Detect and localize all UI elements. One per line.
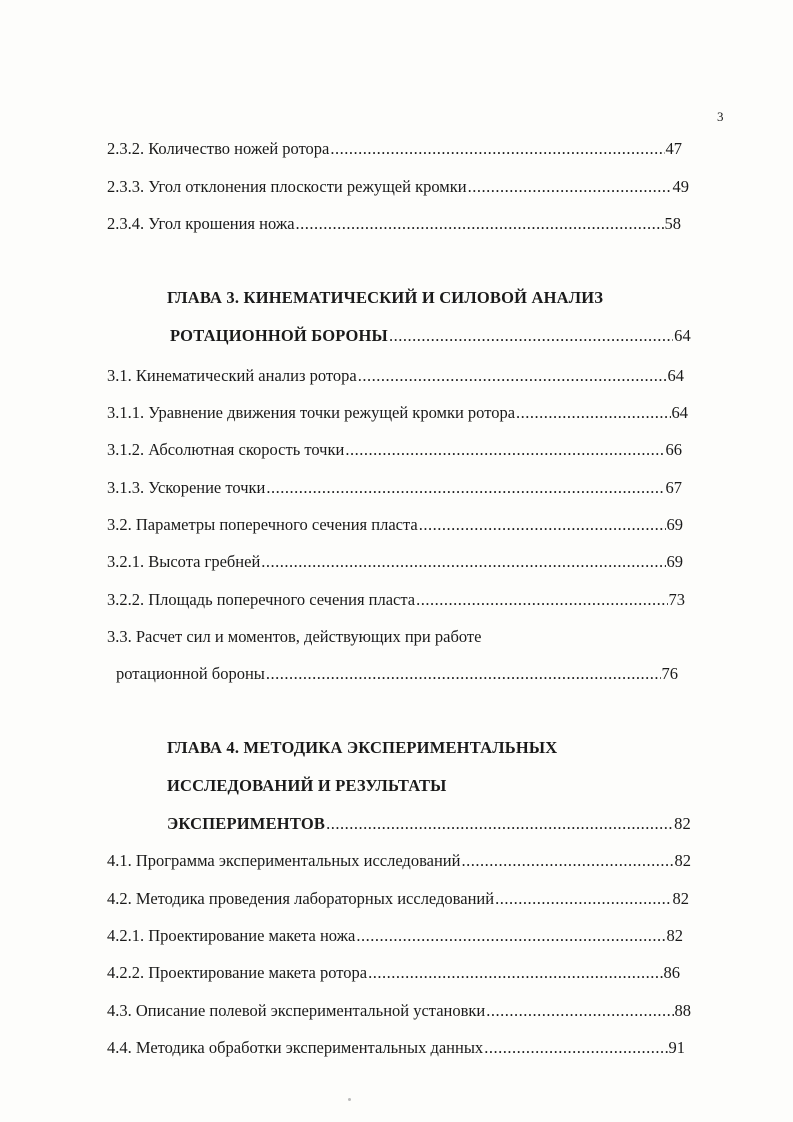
toc-entry-line: 3.3. Расчет сил и моментов, действующих при работе <box>107 627 482 646</box>
toc-entry: 3.2.2. Площадь поперечного сечения пласта ..... 73 <box>107 590 685 610</box>
toc-entry: 3.1.1. Уравнение движения точки режущей кромки ротора ..... 64 <box>107 403 688 423</box>
toc-entry: 3.1.3. Ускорение точки ..... 67 <box>107 478 682 498</box>
chapter-4-heading-cont: ИССЛЕДОВАНИЙ И РЕЗУЛЬТАТЫ <box>167 776 447 795</box>
toc-entry: 3.2. Параметры поперечного сечения пласта ..... 69 <box>107 515 683 535</box>
toc-entry: 4.4. Методика обработки экспериментальных данных ..... 91 <box>107 1038 685 1058</box>
toc-entry: 4.2.1. Проектирование макета ножа ..... 82 <box>107 926 683 946</box>
toc-entry: 2.3.4. Угол крошения ножа ..... 58 <box>107 214 681 234</box>
chapter-3-heading: ГЛАВА 3. КИНЕМАТИЧЕСКИЙ И СИЛОВОЙ АНАЛИЗ <box>167 288 604 307</box>
toc-entry: 4.3. Описание полевой экспериментальной установки ..... 88 <box>107 1001 691 1021</box>
toc-entry: 3.2.1. Высота гребней ..... 69 <box>107 552 683 572</box>
toc-entry: ротационной бороны ..... 76 <box>116 664 678 684</box>
toc-entry: 4.1. Программа экспериментальных исследований ..... 82 <box>107 851 691 871</box>
page-number: 3 <box>717 109 724 124</box>
toc-entry: 4.2. Методика проведения лабораторных исследований ..... 82 <box>107 889 689 909</box>
toc-entry: РОТАЦИОННОЙ БОРОНЫ ..... 64 <box>170 326 691 346</box>
toc-entry: 2.3.2. Количество ножей ротора ..... 47 <box>107 139 682 159</box>
chapter-4-heading: ГЛАВА 4. МЕТОДИКА ЭКСПЕРИМЕНТАЛЬНЫХ <box>167 738 558 757</box>
toc-entry: 3.1. Кинематический анализ ротора ..... 64 <box>107 366 684 386</box>
toc-entry: ЭКСПЕРИМЕНТОВ ..... 82 <box>167 814 691 834</box>
toc-entry: 2.3.3. Угол отклонения плоскости режущей кромки ..... 49 <box>107 177 689 197</box>
toc-entry: 4.2.2. Проектирование макета ротора ..... 86 <box>107 963 680 983</box>
toc-entry: 3.1.2. Абсолютная скорость точки ..... 66 <box>107 440 682 460</box>
scan-speck <box>348 1098 351 1101</box>
